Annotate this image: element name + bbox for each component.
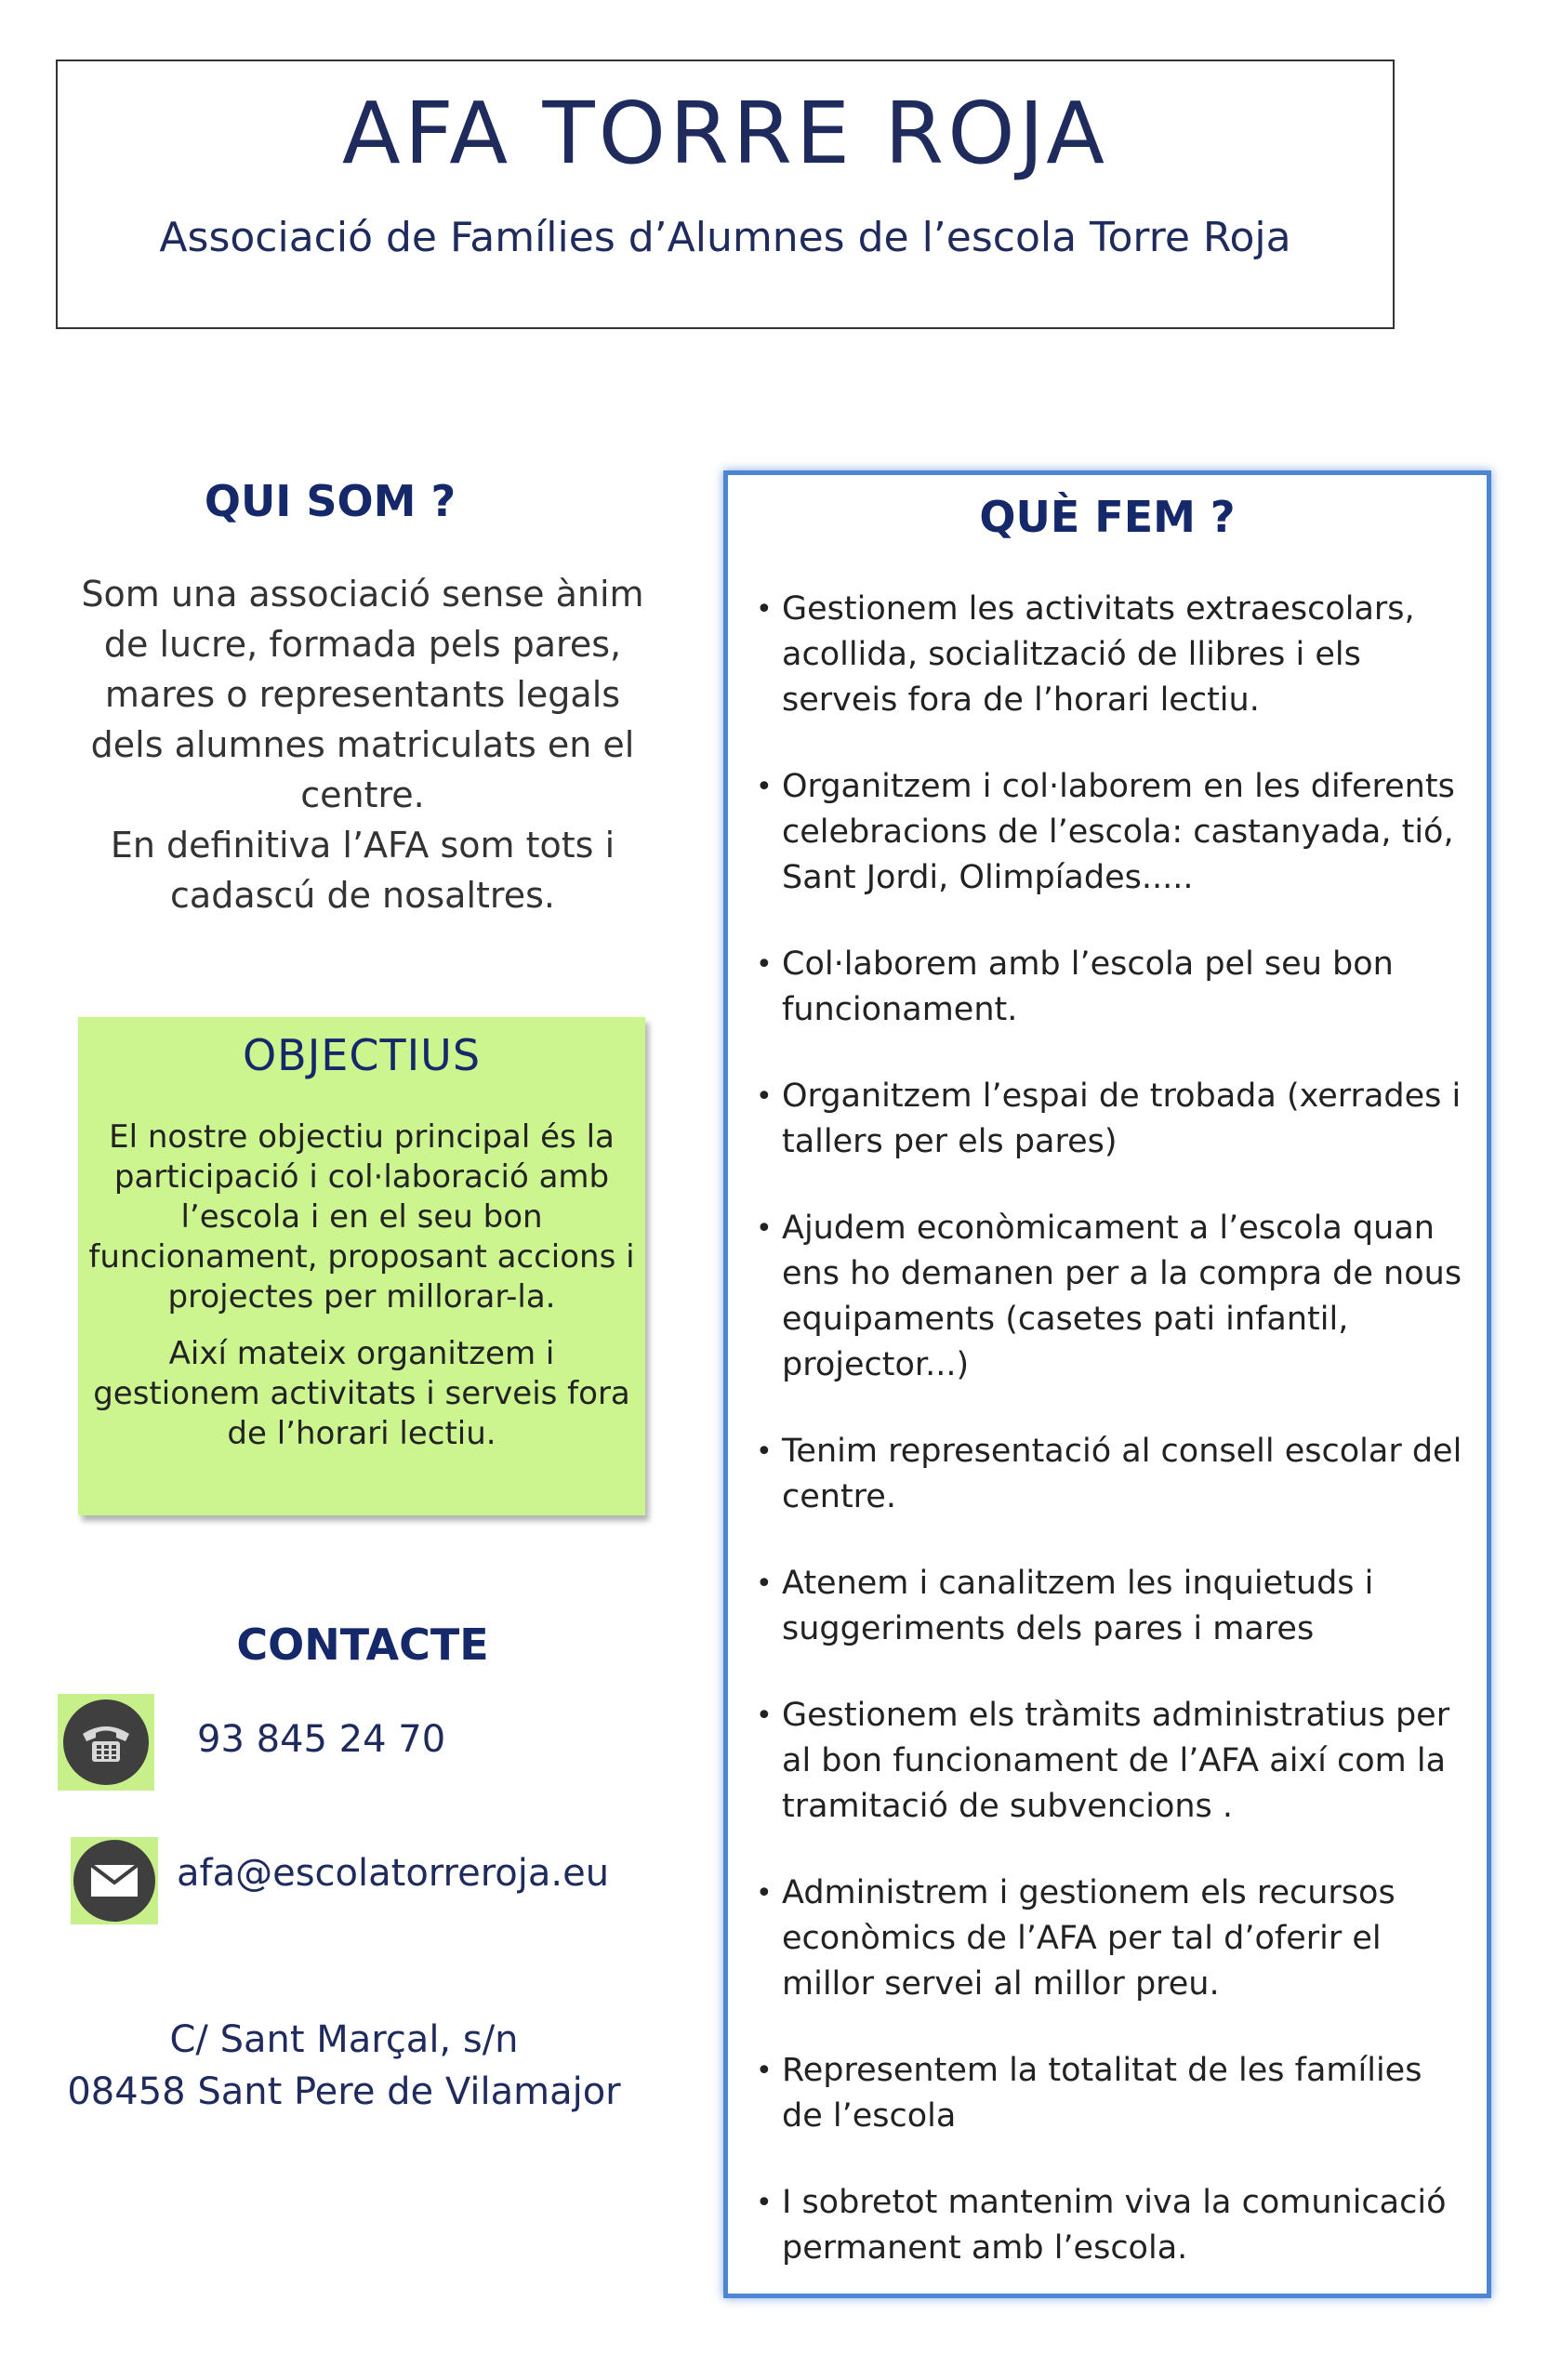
address-line-2: 08458 Sant Pere de Vilamajor (67, 2070, 621, 2113)
bullet-icon: • (756, 1699, 773, 1732)
que-fem-box (723, 470, 1491, 2298)
address (56, 2014, 632, 2118)
qui-som-text (74, 569, 651, 920)
bullet-icon: • (756, 771, 773, 803)
bullet-icon: • (756, 1080, 773, 1113)
envelope-glyph (90, 1864, 139, 1897)
objectius-paragraph: Així mateix organitzem i gestionem activitats i serveis fora de l’horari lectiu. (93, 1335, 630, 1452)
que-fem-heading: QUÈ FEM ? (979, 492, 1236, 542)
qui-som-paragraph: Som una associació sense ànim de lucre, formada pels pares, mares o representants legals dels alumnes matriculats en el centre. (81, 574, 644, 815)
bullet-icon: • (756, 593, 773, 626)
list-item: • Col·laborem amb l’escola pel seu bon funcionament. (756, 942, 1472, 1033)
list-item: • Organitzem l’espai de trobada (xerrades i tallers per els pares) (756, 1074, 1472, 1165)
list-item: • Atenem i canalitzem les inquietuds i suggeriments dels pares i mares (756, 1561, 1472, 1652)
list-item: • Organitzem i col·laborem en les diferents celebracions de l’escola: castanyada, tió, Sant Jordi, Olimpíades..... (756, 764, 1472, 901)
envelope-icon (71, 1837, 158, 1924)
bullet-icon: • (756, 948, 773, 981)
page-subtitle: Associació de Famílies d’Alumnes de l’escola Torre Roja (159, 214, 1291, 261)
email-address[interactable]: afa@escolatorreroja.eu (177, 1852, 610, 1895)
list-item: • Representem la totalitat de les famílies de l’escola (756, 2048, 1472, 2139)
objectius-text (87, 1117, 636, 1454)
activities-list (756, 587, 1472, 2312)
objectius-heading: OBJECTIUS (242, 1030, 482, 1080)
bullet-icon: • (756, 1567, 773, 1600)
objectius-box (78, 1017, 645, 1515)
list-item: • Ajudem econòmicament a l’escola quan ens ho demanen per a la compra de nous equipaments (casetes pati infantil, projector...) (756, 1206, 1472, 1388)
header-box (56, 60, 1395, 329)
phone-number[interactable]: 93 845 24 70 (197, 1718, 446, 1761)
list-item: • Administrem i gestionem els recursos econòmics de l’AFA per tal d’oferir el millor servei al millor preu. (756, 1871, 1472, 2007)
bullet-icon: • (756, 2055, 773, 2087)
objectius-paragraph: El nostre objectiu principal és la participació i col·laboració amb l’escola i en el seu bon funcionament, proposant accions i projectes per millorar-la. (88, 1118, 635, 1316)
bullet-icon: • (756, 2187, 773, 2219)
bullet-icon: • (756, 1877, 773, 1910)
list-item: • Gestionem els tràmits administratius per al bon funcionament de l’AFA així com la tramitació de subvencions . (756, 1693, 1472, 1830)
address-line-1: C/ Sant Marçal, s/n (169, 2018, 519, 2061)
list-item: • Gestionem les activitats extraescolars, acollida, socialització de llibres i els serveis fora de l’horari lectiu. (756, 587, 1472, 723)
list-item: • Tenim representació al consell escolar del centre. (756, 1429, 1472, 1520)
telephone-glyph (79, 1721, 133, 1764)
contacte-heading: CONTACTE (236, 1620, 489, 1670)
bullet-icon: • (756, 1435, 773, 1468)
bullet-icon: • (756, 1212, 773, 1245)
page-title: AFA TORRE ROJA (341, 84, 1109, 183)
qui-som-paragraph: En definitiva l’AFA som tots i cadascú de nosaltres. (110, 825, 615, 916)
list-item: • I sobretot mantenim viva la comunicació permanent amb l’escola. (756, 2180, 1472, 2271)
telephone-icon (58, 1694, 154, 1791)
qui-som-heading: QUI SOM ? (204, 476, 456, 526)
